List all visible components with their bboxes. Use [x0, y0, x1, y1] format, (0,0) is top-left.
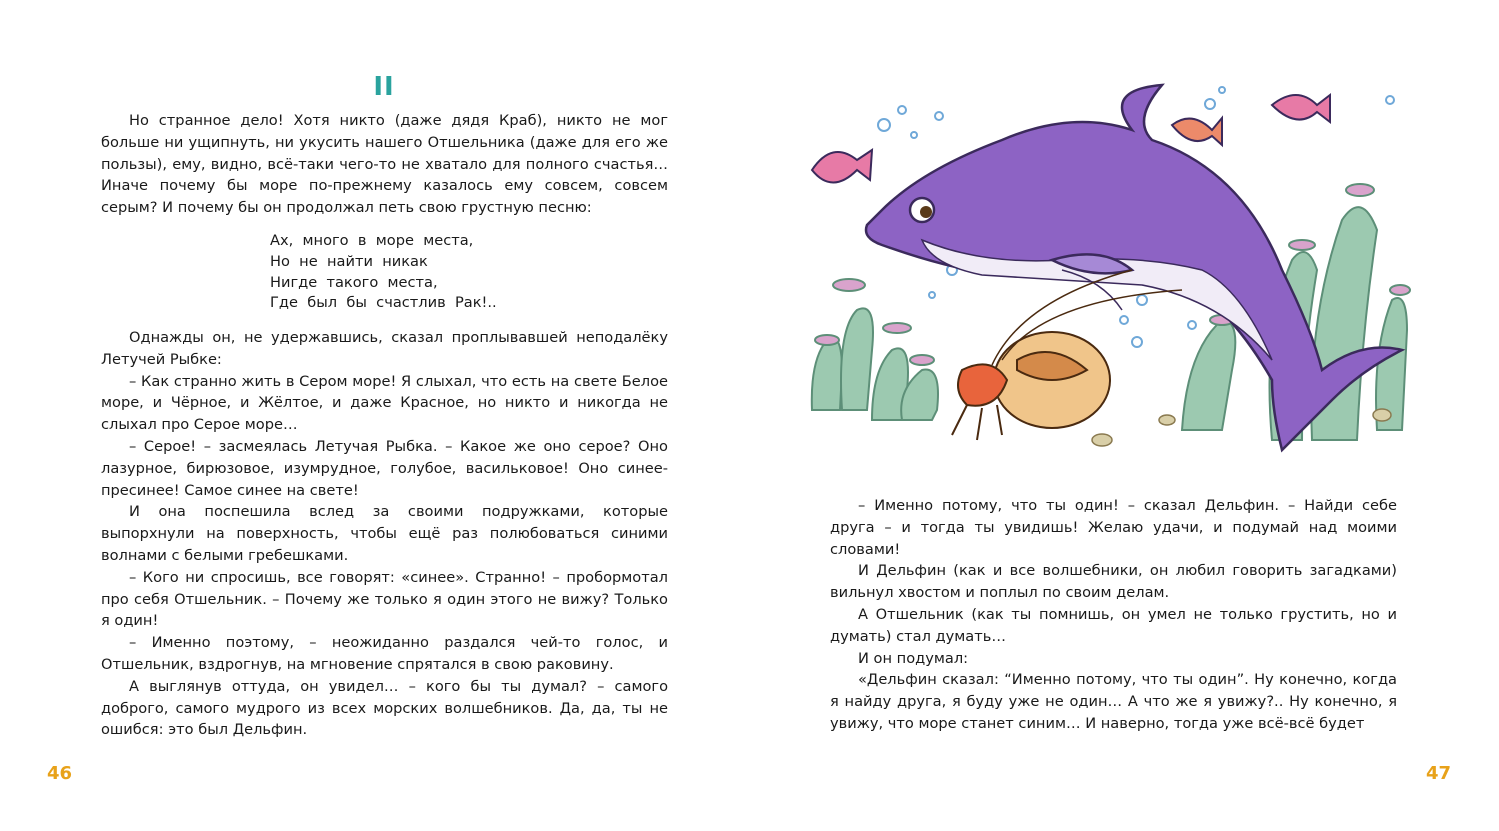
dolphin-hermit-crab-illustration — [802, 70, 1412, 470]
hermit-crab — [952, 270, 1182, 440]
chapter-heading: II — [373, 72, 395, 102]
dolphin — [866, 85, 1402, 450]
poem-line: Ах, много в море места, — [270, 232, 474, 249]
paragraph: И он подумал: — [858, 649, 969, 667]
paragraph: – Как странно жить в Сером море! Я слыхал, что есть на свете Белое море, и Чёрное, и Жёлтое, и даже Красное, но никто и никогда не слыхал про Серое море… — [101, 372, 668, 434]
paragraph: – Именно потому, что ты один! – сказал Дельфин. – Найди себе друга – и тогда ты увидишь! Желаю удачи, и подумай над моими словами! — [830, 497, 1397, 558]
coral-left — [812, 279, 938, 420]
right-text-block — [830, 495, 1397, 735]
poem-line: Нигде такого места, — [270, 273, 438, 291]
right-page — [750, 0, 1499, 831]
left-page — [0, 0, 749, 831]
paragraph: Но странное дело! Хотя никто (даже дядя Краб), никто не мог больше ни ущипнуть, ни укусить нашего Отшельника (даже для его же пользы), ему, видно, всё-таки чего-то не хватало для полного счастья… Иначе почему бы море по-прежнему казалось ему совсем, совсем серым? И почему бы он продолжал петь свою грустную песню: — [101, 112, 668, 217]
left-text-block-1 — [101, 110, 668, 219]
poem — [270, 231, 497, 314]
poem-line: Где был бы счастлив Рак!.. — [270, 294, 497, 312]
paragraph: И Дельфин (как и все волшебники, он любил говорить загадками) вильнул хвостом и поплыл по своим делам. — [830, 562, 1397, 602]
paragraph: – Серое! – засмеялась Летучая Рыбка. – Какое же оно серое? Оно лазурное, бирюзовое, изумрудное, голубое, васильковое! Оно синее-пресинее! Самое синее на свете! — [101, 437, 668, 499]
paragraph: А Отшельник (как ты помнишь, он умел не только грустить, но и думать) стал думать… — [830, 605, 1397, 645]
paragraph: А выглянув оттуда, он увидел… – кого бы ты думал? – самого доброго, самого мудрого из всех морских волшебников. Да, да, ты не ошибся: это был Дельфин. — [101, 677, 668, 739]
page-number: 47 — [1426, 763, 1452, 784]
paragraph: «Дельфин сказал: “Именно потому, что ты один”. Ну конечно, когда я найду друга, я буду уже не один… А что же я увижу?.. Ну конечно, я увижу, что море станет синим… И наверно, тогда уже всё-всё будет — [830, 671, 1397, 732]
page-number: 46 — [47, 763, 73, 784]
paragraph: И она поспешила вслед за своими подружками, которые выпорхнули на поверхность, чтобы ещё раз полюбоваться синими волнами с белыми гребешками. — [101, 503, 668, 564]
paragraph: – Именно поэтому, – неожиданно раздался чей-то голос, и Отшельник, вздрогнув, на мгновение спрятался в свою раковину. — [101, 634, 668, 673]
paragraph: – Кого ни спросишь, все говорят: «синее». Странно! – пробормотал про себя Отшельник. – Почему же только я один этого не вижу? Только я один! — [101, 568, 668, 630]
left-text-block-2 — [101, 327, 668, 741]
paragraph: Однажды он, не удержавшись, сказал проплывавшей неподалёку Летучей Рыбке: — [101, 329, 668, 368]
poem-line: Но не найти никак — [270, 252, 428, 270]
